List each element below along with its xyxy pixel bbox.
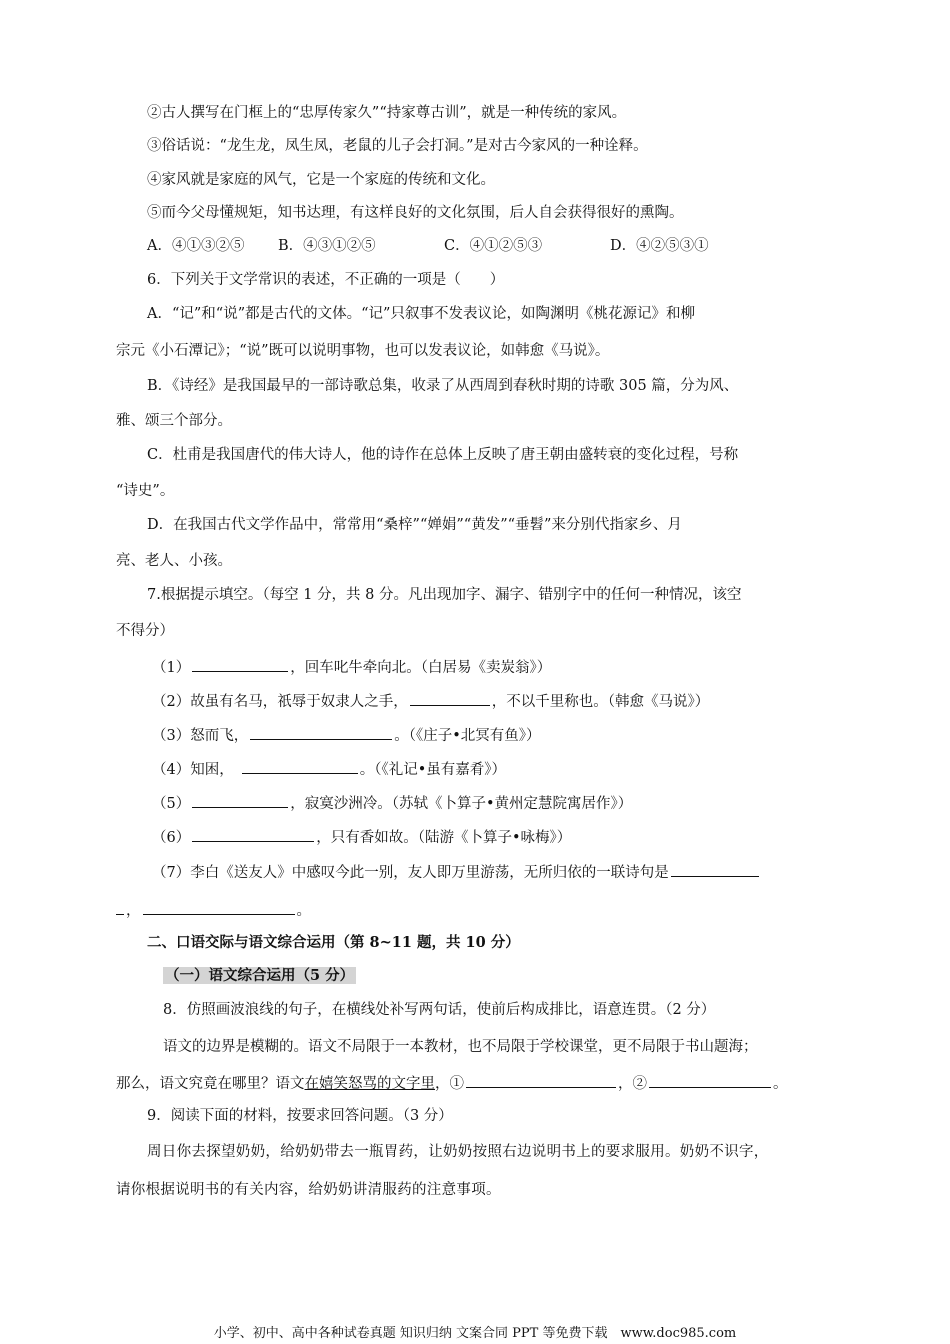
q6-option-a-line2: 宗元《小石潭记》；“说”既可以说明事物，也可以发表议论，如韩愈《马说》。 xyxy=(116,343,610,359)
q7-item-1 xyxy=(152,657,551,678)
q7-item-6-prefix: （6） xyxy=(152,830,191,846)
q5-sentence-3: ③俗话说：“龙生龙，凤生凤，老鼠的儿子会打洞。”是对古今家风的一种诠释。 xyxy=(147,138,648,154)
q9-stem: 9．阅读下面的材料，按要求回答问题。（3 分） xyxy=(147,1108,453,1124)
q8-passage-prefix: 那么，语文究竟在哪里？语文 xyxy=(116,1076,305,1092)
q7-item-6-suffix: ，只有香如故。（陆游《卜算子•咏梅》） xyxy=(316,830,572,846)
q7-item-7-separator: ， xyxy=(126,903,141,919)
q8-stem: 8．仿照画波浪线的句子，在横线处补写两句话，使前后构成排比，语意连贯。（2 分） xyxy=(163,1002,716,1018)
q7-item-7-blank-1[interactable] xyxy=(671,862,759,877)
q7-stem-line1: 7.根据提示填空。（每空 1 分，共 8 分。凡出现加字、漏字、错别字中的任何一种情况，该空 xyxy=(147,587,742,603)
q8-blank-2[interactable] xyxy=(649,1073,771,1088)
q7-stem-line2: 不得分） xyxy=(116,623,174,639)
q7-item-2 xyxy=(152,691,709,712)
q7-item-4-prefix: （4）知困， xyxy=(152,762,234,778)
page-footer: 小学、初中、高中各种试卷真题 知识归纳 文案合同 PPT 等免费下载 www.doc985.com xyxy=(213,1326,737,1341)
q7-item-2-suffix: ，不以千里称也。（韩愈《马说》） xyxy=(491,694,710,710)
q7-item-5 xyxy=(152,793,632,814)
q7-item-7-end: 。 xyxy=(296,903,311,919)
q6-option-c-line2: “诗史”。 xyxy=(116,483,175,499)
q7-item-5-suffix: ，寂寞沙洲冷。（苏轼《卜算子•黄州定慧院寓居作》） xyxy=(290,796,633,812)
q7-item-4-blank[interactable] xyxy=(242,759,358,774)
q7-item-2-blank[interactable] xyxy=(410,691,490,706)
q5-option-a: A．④①③②⑤ xyxy=(147,238,245,254)
q7-item-5-prefix: （5） xyxy=(152,796,191,812)
q5-option-d: D．④②⑤③① xyxy=(610,238,709,254)
q6-option-b-line2: 雅、颂三个部分。 xyxy=(116,413,232,429)
q7-item-6-blank[interactable] xyxy=(192,827,314,842)
q7-item-7-line2 xyxy=(116,900,311,921)
q7-item-1-suffix: ，回车叱牛牵向北。（白居易《卖炭翁》） xyxy=(290,660,552,676)
q7-item-7-prefix: （7）李白《送友人》中感叹今此一别，友人即万里游荡，无所归依的一联诗句是 xyxy=(152,865,669,881)
section-2-subtitle-text: （一）语文综合运用（5 分） xyxy=(165,967,355,984)
q7-item-7-line1 xyxy=(152,862,761,883)
q5-option-b: B．④③①②⑤ xyxy=(278,238,376,254)
q5-sentence-5: ⑤而今父母懂规矩，知书达理，有这样良好的文化氛围，后人自会获得很好的熏陶。 xyxy=(147,205,684,221)
q6-option-c-line1: C．杜甫是我国唐代的伟大诗人，他的诗作在总体上反映了唐王朝由盛转衰的变化过程，号称 xyxy=(147,447,739,463)
q7-item-1-blank[interactable] xyxy=(192,657,288,672)
q7-item-7-blank-2[interactable] xyxy=(143,900,295,915)
q8-blank-2-label: ，② xyxy=(618,1076,647,1092)
q7-item-6 xyxy=(152,827,571,848)
q9-material-line2: 请你根据说明书的有关内容，给奶奶讲清服药的注意事项。 xyxy=(116,1182,501,1198)
q8-passage-end: 。 xyxy=(773,1076,788,1092)
q7-item-3-prefix: （3）怒而飞， xyxy=(152,728,249,744)
section-2-subtitle xyxy=(163,966,356,986)
q7-item-1-prefix: （1） xyxy=(152,660,191,676)
q8-passage-line1: 语文的边界是模糊的。语文不局限于一本教材，也不局限于学校课堂，更不局限于书山题海； xyxy=(163,1039,758,1055)
q7-item-3-blank[interactable] xyxy=(250,725,392,740)
q7-item-4 xyxy=(152,759,506,780)
q8-blank-1[interactable] xyxy=(466,1073,616,1088)
q6-option-b-line1: B．《诗经》是我国最早的一部诗歌总集，收录了从西周到春秋时期的诗歌 305 篇，分为风、 xyxy=(147,378,739,394)
q9-material-line1: 周日你去探望奶奶，给奶奶带去一瓶胃药，让奶奶按照右边说明书上的要求服用。奶奶不识字， xyxy=(147,1144,769,1160)
section-2-title: 二、口语交际与语文综合运用（第 8~11 题，共 10 分） xyxy=(147,934,520,951)
q5-sentence-4: ④家风就是家庭的风气，它是一个家庭的传统和文化。 xyxy=(147,172,495,188)
q7-item-3 xyxy=(152,725,541,746)
q5-sentence-2: ②古人撰写在门框上的“忠厚传家久”“持家尊古训”，就是一种传统的家风。 xyxy=(147,105,627,121)
q7-item-2-prefix: （2）故虽有名马，祇辱于奴隶人之手， xyxy=(152,694,408,710)
q5-option-c: C．④①②⑤③ xyxy=(444,238,543,254)
q7-item-7-blank-1-cont[interactable] xyxy=(116,900,124,915)
q8-wavy-underlined-sentence: 在嬉笑怒骂的文字里 xyxy=(304,1076,435,1092)
q7-item-5-blank[interactable] xyxy=(192,793,288,808)
q6-stem: 6．下列关于文学常识的表述，不正确的一项是（ ） xyxy=(147,272,505,288)
q6-option-a-line1: A．“记”和“说”都是古代的文体。“记”只叙事不发表议论，如陶渊明《桃花源记》和柳 xyxy=(147,306,695,322)
q6-option-d-line2: 亮、老人、小孩。 xyxy=(116,553,232,569)
q7-item-4-suffix: 。（《礼记•虽有嘉肴》） xyxy=(359,762,507,778)
q6-option-d-line1: D．在我国古代文学作品中，常常用“桑梓”“婵娟”“黄发”“垂髫”来分别代指家乡、月 xyxy=(147,517,682,533)
q8-passage-line2 xyxy=(116,1073,788,1094)
q8-blank-1-label: ，① xyxy=(435,1076,464,1092)
q7-item-3-suffix: 。（《庄子•北冥有鱼》） xyxy=(394,728,541,744)
